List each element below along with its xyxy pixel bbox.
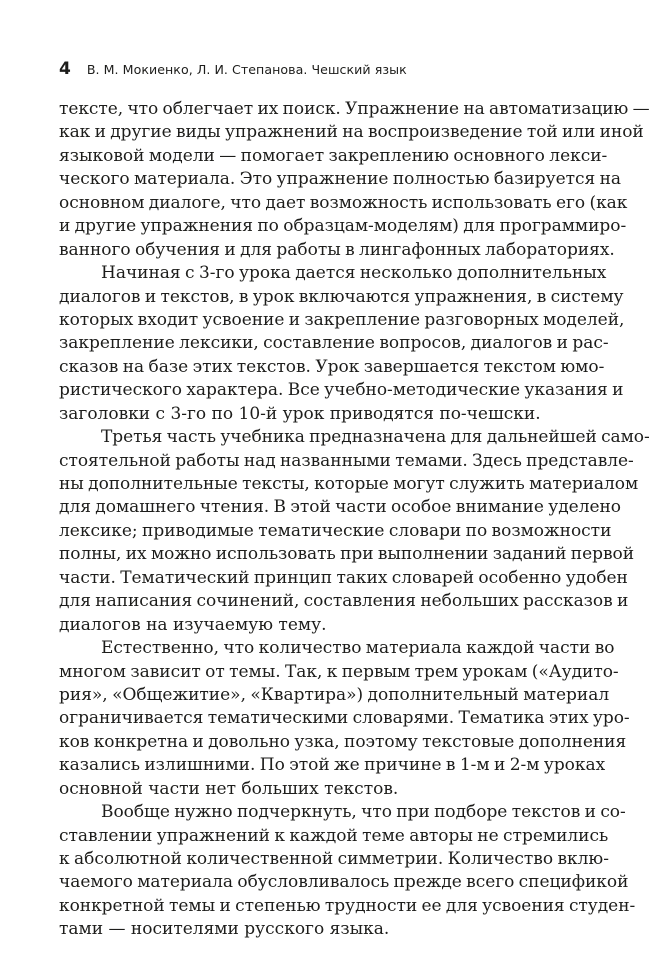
text-line: рия», «Общежитие», «Квартира») дополнительный материал: [59, 684, 610, 705]
paragraph: [59, 262, 625, 426]
text-line: Начиная с 3-го урока дается несколько дополнительных: [101, 263, 607, 284]
text-line: полны, их можно использовать при выполнении заданий первой: [59, 544, 634, 565]
text-line: лексике; приводимые тематические словари по возможности: [59, 520, 612, 541]
text-line: чаемого материала обусловливалось прежде всего спецификой: [59, 872, 629, 893]
text-line: стоятельной работы над названными темами. Здесь представле-: [59, 450, 634, 471]
text-line: диалогов и текстов, в урок включаются упражнения, в систему: [59, 286, 624, 307]
text-line: казались излишними. По этой же причине в 1-м и 2-м уроках: [59, 755, 606, 776]
text-line: диалогов на изучаемую тему.: [59, 614, 327, 635]
text-line: сказов на базе этих текстов. Урок завершается текстом юмо-: [59, 356, 605, 377]
text-line: для домашнего чтения. В этой части особое внимание уделено: [59, 497, 622, 518]
text-line: ванного обучения и для работы в лингафонных лабораториях.: [59, 239, 615, 260]
text-line: к абсолютной количественной симметрии. Количество вклю-: [59, 849, 609, 869]
text-line: ограничивается тематическими словарями. Тематика этих уро-: [59, 708, 630, 729]
text-line: Третья часть учебника предназначена для дальнейшей само-: [101, 427, 650, 448]
page-number: 4: [59, 59, 71, 79]
text-line: части. Тематический принцип таких словарей особенно удобен: [59, 567, 628, 588]
text-line: ческого материала. Это упражнение полностью базируется на: [59, 169, 622, 190]
text-line: ков конкретна и довольно узка, поэтому текстовые дополнения: [59, 731, 627, 752]
body-text: [59, 98, 650, 942]
text-line: и другие упражнения по образцам-моделям) для программиро-: [59, 216, 627, 237]
text-line: тексте, что облегчает их поиск. Упражнение на автоматизацию —: [59, 99, 650, 119]
running-head-title: В. М. Мокиенко, Л. И. Степанова. Чешский язык: [86, 62, 407, 77]
text-line: Естественно, что количество материала каждой части во: [101, 638, 615, 659]
text-line: закрепление лексики, составление вопросов, диалогов и рас-: [59, 333, 609, 354]
text-line: основном диалоге, что дает возможность использовать его (как: [59, 192, 628, 213]
text-line: заголовки с 3-го по 10-й урок приводятся по-чешски.: [59, 403, 541, 424]
text-line: ставлении упражнений к каждой теме авторы не стремились: [59, 825, 609, 846]
paragraph: [59, 801, 636, 942]
text-line: основной части нет больших текстов.: [59, 778, 399, 799]
paragraph: [59, 637, 630, 801]
text-line: Вообще нужно подчеркнуть, что при подборе текстов и со-: [101, 802, 626, 823]
text-line: для написания сочинений, составления небольших рассказов и: [59, 591, 629, 612]
text-line: конкретной темы и степенью трудности ее для усвоения студен-: [59, 895, 636, 916]
text-line: многом зависит от темы. Так, к первым трем урокам («Аудито-: [59, 661, 619, 682]
paragraph: [59, 426, 650, 637]
running-head: [59, 59, 407, 87]
text-line: языковой модели — помогает закреплению основного лекси-: [59, 145, 608, 166]
text-line: как и другие виды упражнений на воспроизведение той или иной: [59, 122, 644, 143]
text-line: ристического характера. Все учебно-методические указания и: [59, 380, 624, 401]
text-line: которых входит усвоение и закрепление разговорных моделей,: [59, 309, 625, 330]
text-line: ны дополнительные тексты, которые могут служить материалом: [59, 474, 639, 494]
paragraph: [59, 98, 650, 262]
text-line: тами — носителями русского языка.: [59, 919, 390, 940]
